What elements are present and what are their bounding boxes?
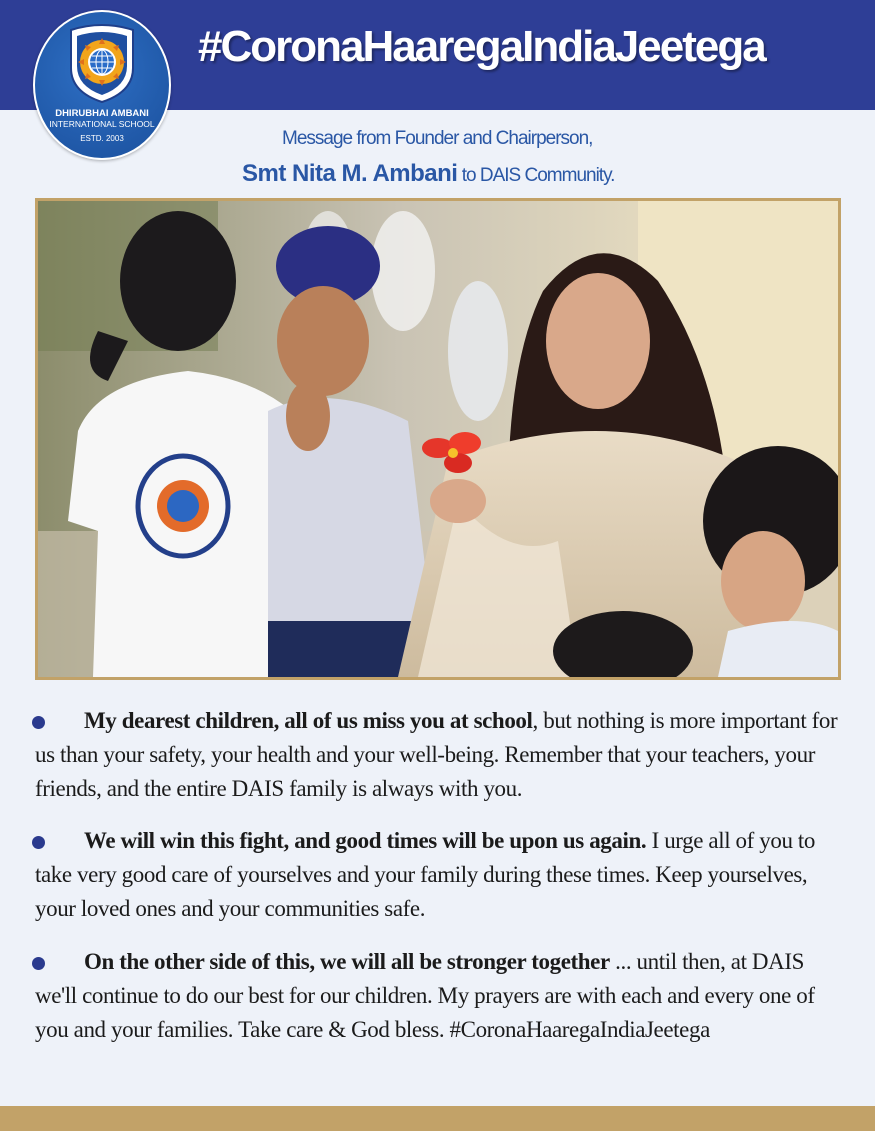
message-1-lead: My dearest children, all of us miss you at school [84, 708, 533, 733]
message-paragraph-2 [35, 824, 850, 926]
bullet-icon [32, 716, 45, 729]
intro-line-2 [242, 160, 614, 188]
message-paragraph-1 [35, 704, 850, 806]
logo-established-year: ESTD. 2003 [80, 134, 124, 143]
footer-bar [0, 1106, 875, 1131]
message-3-text: ... until then, at DAIS we'll continue to do our best for our children. My prayers are with each and every one of you and your families. Take care & God bless. #CoronaHaaregaIndiaJeetega [35, 949, 815, 1042]
message-1-text: , but nothing is more important for us than your safety, your health and your well-being. Remember that your teachers, your friends, and the entire DAIS family is always with you. [35, 708, 838, 801]
message-paragraph-3 [35, 945, 850, 1047]
message-2-lead: We will win this fight, and good times will be upon us again. [84, 828, 647, 853]
intro-line-1: Message from Founder and Chairperson, [282, 128, 593, 149]
school-logo [33, 10, 171, 160]
message-3-lead: On the other side of this, we will all be stronger together [84, 949, 610, 974]
founder-photo [35, 198, 841, 680]
school-crest-icon [61, 22, 143, 104]
message-2-text: I urge all of you to take very good care of yourselves and your family during these times. Keep yourselves, your loved ones and your communities safe. [35, 828, 815, 921]
header-hashtag: #CoronaHaaregaIndiaJeetega [198, 22, 765, 71]
founder-with-students-photo [38, 201, 838, 677]
chairperson-name: Smt Nita M. Ambani [242, 160, 458, 187]
logo-school-name-line2: INTERNATIONAL SCHOOL [49, 119, 155, 129]
logo-school-name-line1: DHIRUBHAI AMBANI [55, 108, 149, 119]
intro-line-2-rest: to DAIS Community. [457, 165, 615, 186]
bullet-icon [32, 957, 45, 970]
bullet-icon [32, 836, 45, 849]
